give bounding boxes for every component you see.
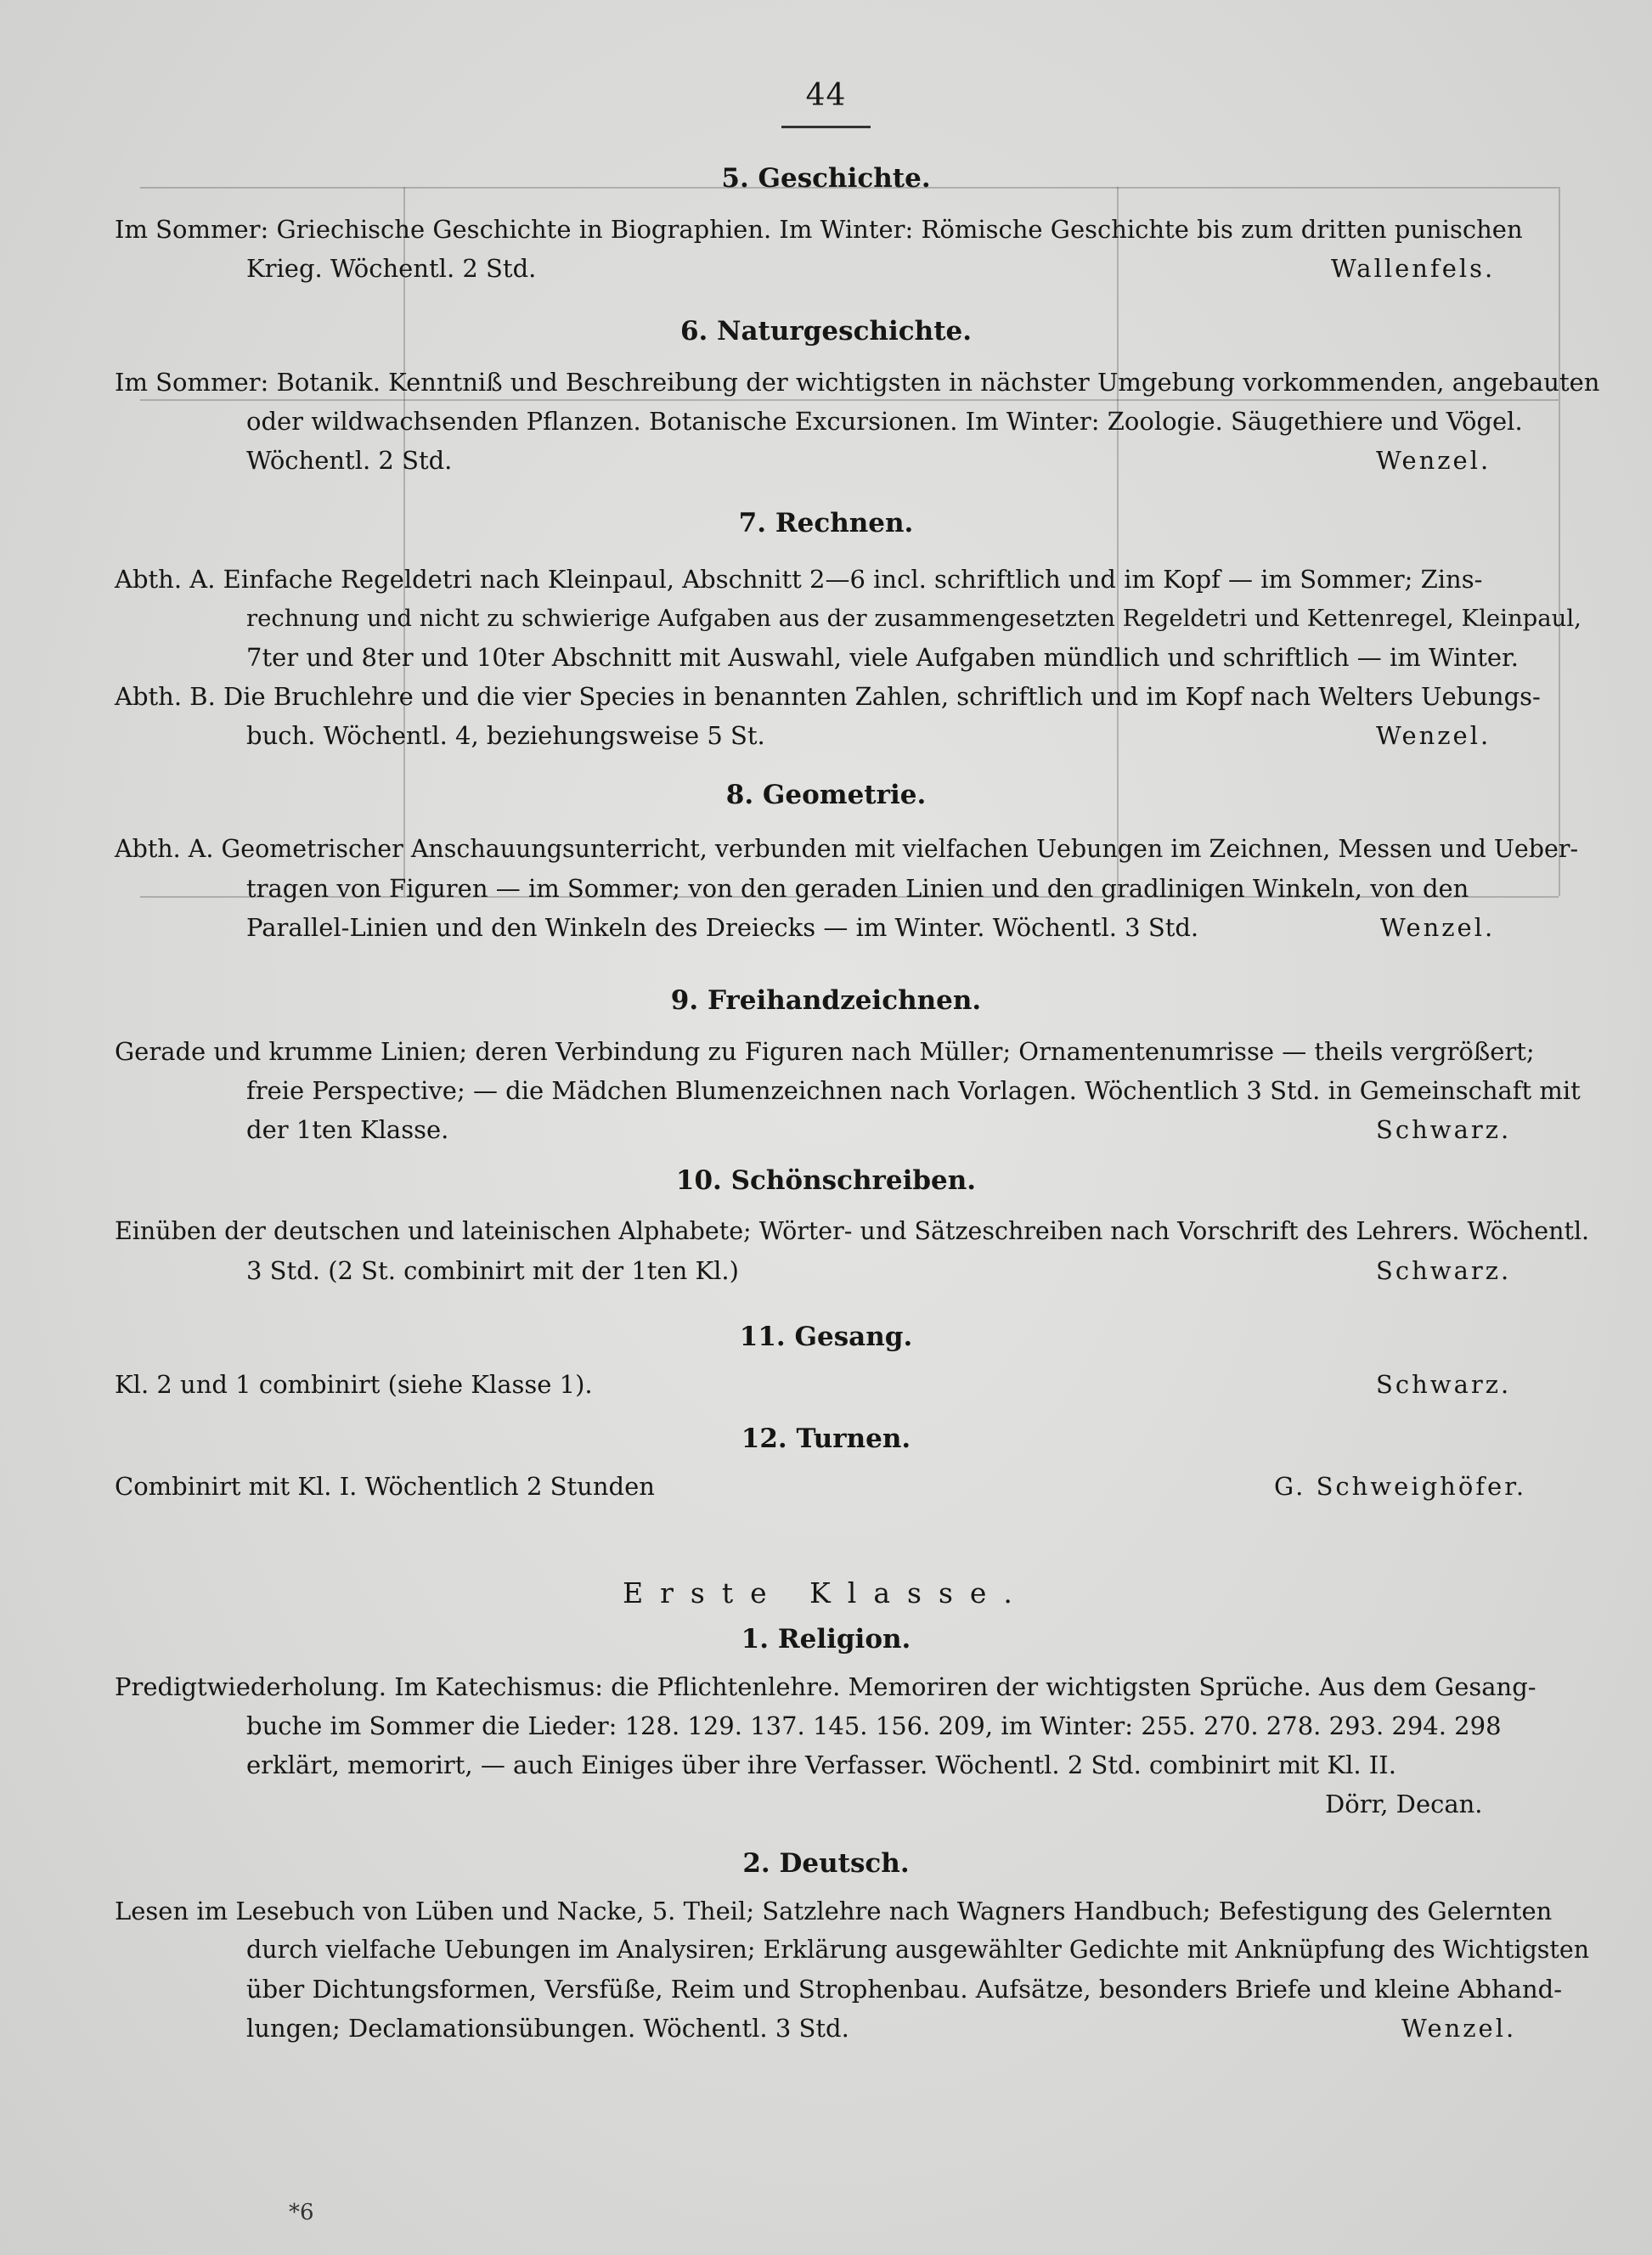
text-line: Gerade und krumme Linien; deren Verbindung zu Figuren nach Müller; Ornamentenumrisse — theils vergrößert;: [115, 1037, 1535, 1066]
text-line: Predigtwiederholung. Im Katechismus: die Pflichtenlehre. Memoriren der wichtigsten Sprüche. Aus dem Gesang-: [115, 1672, 1536, 1701]
text-line: Abth. B. Die Bruchlehre und die vier Species in benannten Zahlen, schriftlich und im Kopf nach Welters Uebungs-: [115, 682, 1541, 711]
text-line: Einüben der deutschen und lateinischen Alphabete; Wörter- und Sätzeschreiben nach Vorschrift des Lehrers. Wöchentl.: [115, 1217, 1590, 1245]
teacher-name: Schwarz.: [1376, 1115, 1512, 1144]
section-heading-gesang: 11. Gesang.: [739, 1322, 913, 1352]
text-line: tragen von Figuren — im Sommer; von den geraden Linien und den gradlinigen Winkeln, von den: [246, 874, 1469, 903]
text-line: oder wildwachsenden Pflanzen. Botanische Excursionen. Im Winter: Zoologie. Säugethiere und Vögel.: [246, 407, 1523, 436]
text-line: lungen; Declamationsübungen. Wöchentl. 3 Std.: [246, 2014, 849, 2043]
text-line: Im Sommer: Griechische Geschichte in Biographien. Im Winter: Römische Geschichte bis zum dritten punischen: [115, 215, 1523, 244]
teacher-name: Schwarz.: [1376, 1256, 1512, 1285]
section-heading-geschichte: 5. Geschichte.: [721, 163, 931, 194]
text-line: der 1ten Klasse.: [246, 1115, 449, 1144]
text-line: 3 Std. (2 St. combinirt mit der 1ten Kl.): [246, 1256, 739, 1285]
text-line: Im Sommer: Botanik. Kenntniß und Beschreibung der wichtigsten in nächster Umgebung vorkommenden, angebauten: [115, 368, 1600, 397]
section-heading-rechnen: 7. Rechnen.: [738, 508, 914, 538]
text-line: Kl. 2 und 1 combinirt (siehe Klasse 1).: [115, 1370, 593, 1399]
text-line: durch vielfache Uebungen im Analysiren; Erklärung ausgewählter Gedichte mit Anknüpfung des Wichtigsten: [246, 1936, 1590, 1964]
section-heading-naturgeschichte: 6. Naturgeschichte.: [679, 316, 973, 347]
teacher-name: Schwarz.: [1376, 1370, 1512, 1399]
text-line: Wöchentl. 2 Std.: [246, 446, 453, 475]
text-line: Abth. A. Geometrischer Anschauungsunterricht, verbunden mit vielfachen Uebungen im Zeichnen, Messen und Ueber-: [115, 835, 1579, 863]
text-line: rechnung und nicht zu schwierige Aufgaben aus der zusammengesetzten Regeldetri und Kettenregel, Kleinpaul,: [246, 605, 1582, 632]
section-heading-schoenschreiben: 10. Schönschreiben.: [675, 1165, 977, 1196]
text-line: Combinirt mit Kl. I. Wöchentlich 2 Stunden: [115, 1472, 655, 1501]
class-heading: Erste Klasse.: [623, 1576, 1029, 1610]
teacher-name: Wenzel.: [1376, 721, 1491, 750]
bleed-through-rule: [140, 399, 1559, 401]
teacher-name: Wenzel.: [1401, 2014, 1517, 2043]
signature-mark: *6: [289, 2200, 314, 2225]
text-line: erklärt, memorirt, — auch Einiges über ihre Verfasser. Wöchentl. 2 Std. combinirt mit Kl. II.: [246, 1750, 1396, 1779]
page-number-rule: [781, 126, 871, 128]
text-line: Abth. A. Einfache Regeldetri nach Kleinpaul, Abschnitt 2—6 incl. schriftlich und im Kopf — im Sommer; Zins-: [115, 565, 1483, 594]
text-line: buche im Sommer die Lieder: 128. 129. 137. 145. 156. 209, im Winter: 255. 270. 278. 293. 294. 298: [246, 1711, 1502, 1740]
section-heading-geometrie: 8. Geometrie.: [725, 780, 927, 810]
teacher-name: G. Schweighöfer.: [1274, 1472, 1527, 1501]
section-heading-freihandzeichnen: 9. Freihandzeichnen.: [670, 985, 982, 1016]
text-line: buch. Wöchentl. 4, beziehungsweise 5 St.: [246, 721, 765, 750]
teacher-name: Dörr, Decan.: [1325, 1790, 1483, 1818]
section-heading-deutsch: 2. Deutsch.: [742, 1848, 910, 1879]
text-line: Parallel-Linien und den Winkeln des Dreiecks — im Winter. Wöchentl. 3 Std.: [246, 913, 1199, 942]
page-number: 44: [805, 78, 847, 113]
text-line: Lesen im Lesebuch von Lüben und Nacke, 5. Theil; Satzlehre nach Wagners Handbuch; Befestigung des Gelernten: [115, 1897, 1553, 1925]
teacher-name: Wenzel.: [1376, 446, 1491, 475]
teacher-name: Wenzel.: [1380, 913, 1496, 942]
text-line: freie Perspective; — die Mädchen Blumenzeichnen nach Vorlagen. Wöchentlich 3 Std. in Gemeinschaft mit: [246, 1076, 1581, 1105]
teacher-name: Wallenfels.: [1331, 254, 1496, 283]
text-line: 7ter und 8ter und 10ter Abschnitt mit Auswahl, viele Aufgaben mündlich und schriftlich — im Winter.: [246, 643, 1519, 672]
section-heading-religion: 1. Religion.: [741, 1624, 911, 1655]
text-line: über Dichtungsformen, Versfüße, Reim und Strophenbau. Aufsätze, besonders Briefe und kleine Abhand-: [246, 1975, 1563, 2004]
text-line: Krieg. Wöchentl. 2 Std.: [246, 254, 537, 283]
section-heading-turnen: 12. Turnen.: [741, 1423, 911, 1454]
